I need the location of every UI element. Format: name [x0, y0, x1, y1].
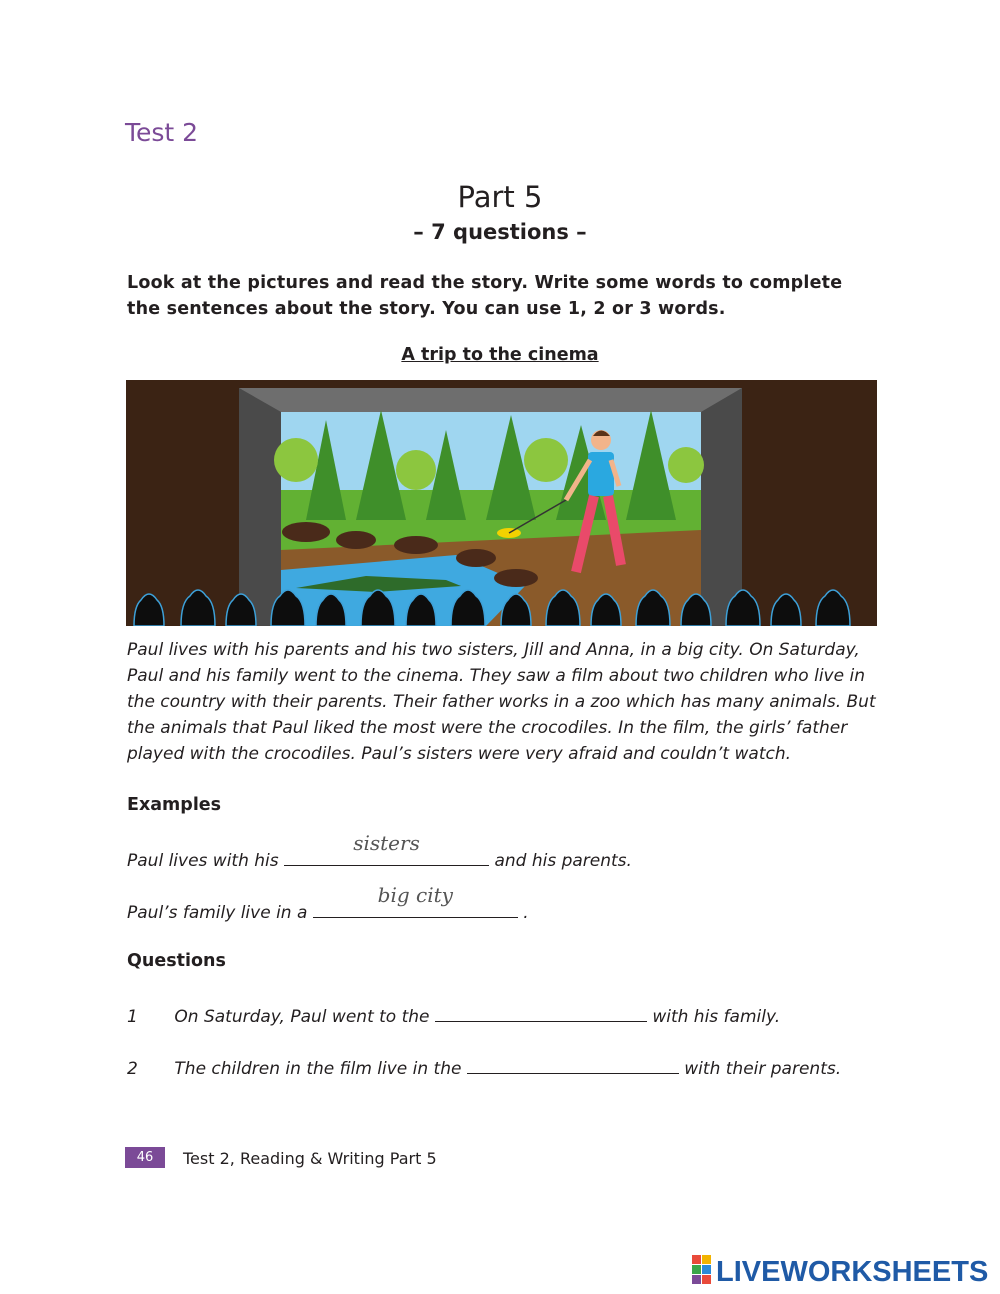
part-title: Part 5 [457, 180, 543, 214]
instructions: Look at the pictures and read the story. Write some words to complete the sentences about the story. You can use 1, 2 or 3 words. [127, 273, 843, 319]
example-2-after: . [523, 903, 529, 923]
question-1 [127, 1003, 780, 1027]
test-label: Test 2 [125, 118, 199, 147]
question-2-answer-field[interactable] [467, 1055, 679, 1074]
example-1 [127, 831, 632, 871]
story-title: A trip to the cinema [401, 345, 599, 365]
questions-heading: Questions [127, 951, 226, 971]
question-2-number: 2 [127, 1059, 138, 1079]
page-number: 46 [125, 1147, 165, 1168]
part-subtitle: – 7 questions – [413, 220, 587, 244]
question-1-after: with his family. [652, 1007, 781, 1027]
liveworksheets-logo [692, 1251, 992, 1285]
question-1-before: On Saturday, Paul went to the [174, 1007, 430, 1027]
question-1-number: 1 [127, 1007, 138, 1027]
example-2-blank [313, 883, 518, 918]
example-1-before: Paul lives with his [127, 851, 279, 871]
cinema-illustration [126, 380, 877, 626]
example-1-blank [284, 831, 489, 866]
question-2 [127, 1055, 841, 1079]
example-1-after: and his parents. [494, 851, 632, 871]
brand-name: LIVEWORKSHEETS [716, 1256, 989, 1285]
question-2-before: The children in the film live in the [174, 1059, 462, 1079]
example-2 [127, 883, 529, 923]
story-text: Paul lives with his parents and his two sisters, Jill and Anna, in a big city. On Saturday, Paul and his family went to the cinema. They saw a film about two children who live in the country with their parents. Their father works in a zoo which has many animals. But the animals that Paul liked the most were the crocodiles. In the film, the girls’ father played with the crocodiles. Paul’s sisters were very afraid and couldn’t watch. [127, 640, 876, 764]
example-1-answer: sisters [353, 831, 420, 855]
question-2-after: with their parents. [684, 1059, 842, 1079]
footer-text: Test 2, Reading & Writing Part 5 [183, 1149, 437, 1168]
examples-heading: Examples [127, 795, 222, 815]
example-2-before: Paul’s family live in a [127, 903, 308, 923]
example-2-answer: big city [377, 883, 453, 907]
question-1-answer-field[interactable] [435, 1003, 647, 1022]
